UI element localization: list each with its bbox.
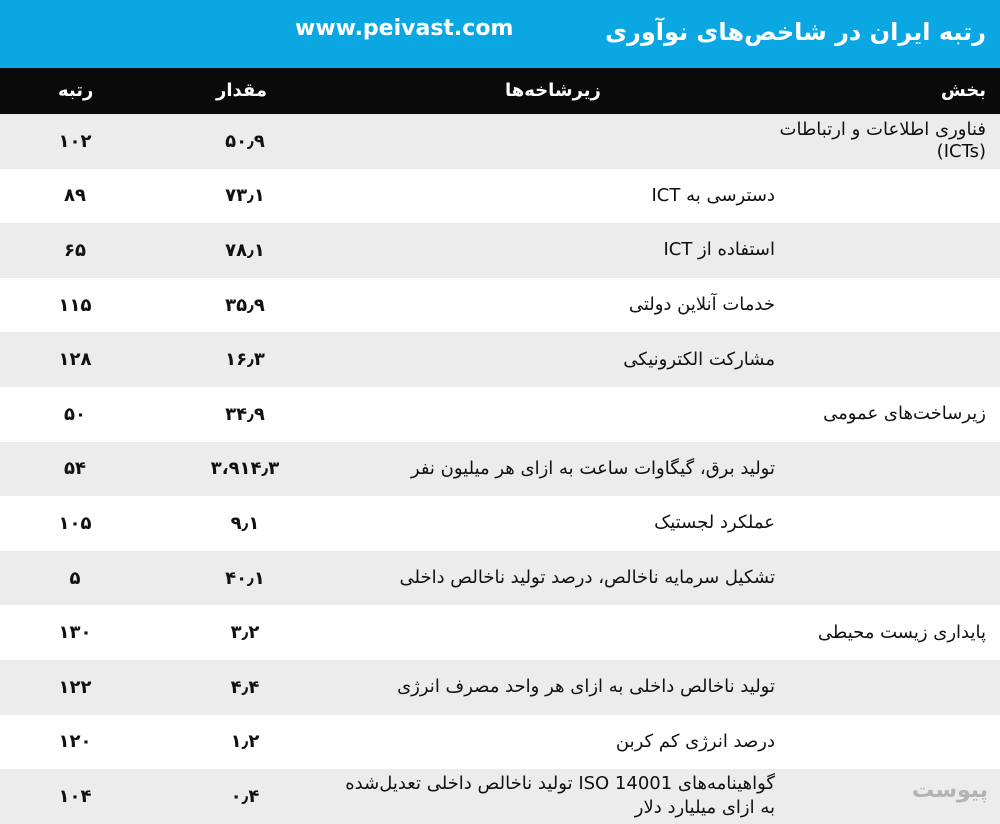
section-cell: [771, 496, 986, 551]
table-row: [0, 332, 1000, 387]
subindex-cell: استفاده از ICT: [663, 239, 775, 261]
value-cell: ۴٫۴: [230, 676, 260, 698]
value-cell: ۵۰٫۹: [225, 130, 265, 152]
subindex-cell: مشارکت الکترونیکی: [623, 348, 775, 370]
subindex-cell: تولید ناخالص داخلی به ازای هر واحد مصرف انرژی: [397, 676, 775, 698]
subindex-cell: [325, 114, 775, 169]
table-row: [0, 715, 1000, 770]
value-cell: ۱۶٫۳: [225, 349, 265, 371]
section-cell: [771, 660, 986, 715]
subindex-cell: گواهینامه‌های ISO 14001 تولید ناخالص داخلی تعدیل‌شده به ازای میلیارد دلار: [345, 773, 775, 819]
rank-cell: ۱۱۵: [58, 294, 92, 316]
value-cell: ۰٫۴: [230, 785, 260, 807]
table-row: [0, 169, 1000, 224]
rank-cell: ۸۹: [64, 185, 86, 207]
subindex-cell: درصد انرژی کم کربن: [615, 730, 775, 752]
website-url: www.peivast.com: [295, 16, 514, 41]
subindex-cell: [325, 387, 775, 442]
table-row: [0, 442, 1000, 497]
value-cell: ۴۰٫۱: [225, 567, 265, 589]
column-header-section: بخش: [940, 80, 986, 101]
column-header-subindex: زیرشاخه‌ها: [505, 80, 601, 101]
section-cell: [771, 715, 986, 770]
section-cell: فناوری اطلاعات و ارتباطات (ICTs): [779, 119, 986, 163]
subindex-cell: عملکرد لجستیک: [654, 512, 775, 534]
section-cell: [771, 223, 986, 278]
value-cell: ۷۳٫۱: [225, 185, 265, 207]
value-cell: ۳٫۲: [230, 622, 260, 644]
table-row: [0, 223, 1000, 278]
section-cell: پایداری زیست محیطی: [817, 621, 986, 643]
column-header-rank: رتبه: [58, 80, 94, 101]
section-cell: [771, 332, 986, 387]
section-cell: [771, 278, 986, 333]
rank-cell: ۶۵: [64, 239, 86, 261]
title-bar: [0, 0, 1000, 68]
rank-cell: ۱۲۰: [58, 731, 92, 753]
table-header: [0, 68, 1000, 114]
table-row: [0, 769, 1000, 824]
section-cell: [771, 551, 986, 606]
table-row: [0, 551, 1000, 606]
value-cell: ۷۸٫۱: [225, 239, 265, 261]
rank-cell: ۱۲۲: [58, 676, 92, 698]
rank-cell: ۱۰۵: [58, 512, 92, 534]
value-cell: ۹٫۱: [230, 512, 260, 534]
table-row: [0, 605, 1000, 660]
page-title: رتبه ایران در شاخص‌های نوآوری: [605, 18, 986, 46]
column-header-value: مقدار: [216, 80, 268, 101]
rank-cell: ۱۳۰: [58, 622, 92, 644]
value-cell: ۳۵٫۹: [225, 294, 265, 316]
subindex-cell: تولید برق، گیگاوات ساعت به ازای هر میلیون نفر: [410, 457, 775, 479]
rank-cell: ۵۴: [64, 458, 86, 480]
subindex-cell: خدمات آنلاین دولتی: [628, 294, 775, 316]
value-cell: ۳۴٫۹: [225, 403, 265, 425]
brand-logo: پیوست: [912, 778, 988, 803]
rank-cell: ۵: [69, 567, 81, 589]
table-row: [0, 387, 1000, 442]
value-cell: ۳،۹۱۴٫۳: [210, 458, 280, 480]
table-body: [0, 114, 1000, 824]
table-row: [0, 496, 1000, 551]
section-cell: [771, 442, 986, 497]
rank-cell: ۱۰۴: [58, 785, 92, 807]
section-cell: [771, 169, 986, 224]
value-cell: ۱٫۲: [230, 731, 260, 753]
section-cell: زیرساخت‌های عمومی: [823, 403, 986, 425]
table-row: [0, 660, 1000, 715]
rank-cell: ۱۲۸: [58, 349, 92, 371]
subindex-cell: تشکیل سرمایه ناخالص، درصد تولید ناخالص داخلی: [399, 567, 775, 589]
rank-cell: ۵۰: [64, 403, 86, 425]
rank-cell: ۱۰۲: [58, 130, 92, 152]
subindex-cell: [325, 605, 775, 660]
table-row: [0, 114, 1000, 169]
table-row: [0, 278, 1000, 333]
subindex-cell: دسترسی به ICT: [651, 184, 775, 206]
